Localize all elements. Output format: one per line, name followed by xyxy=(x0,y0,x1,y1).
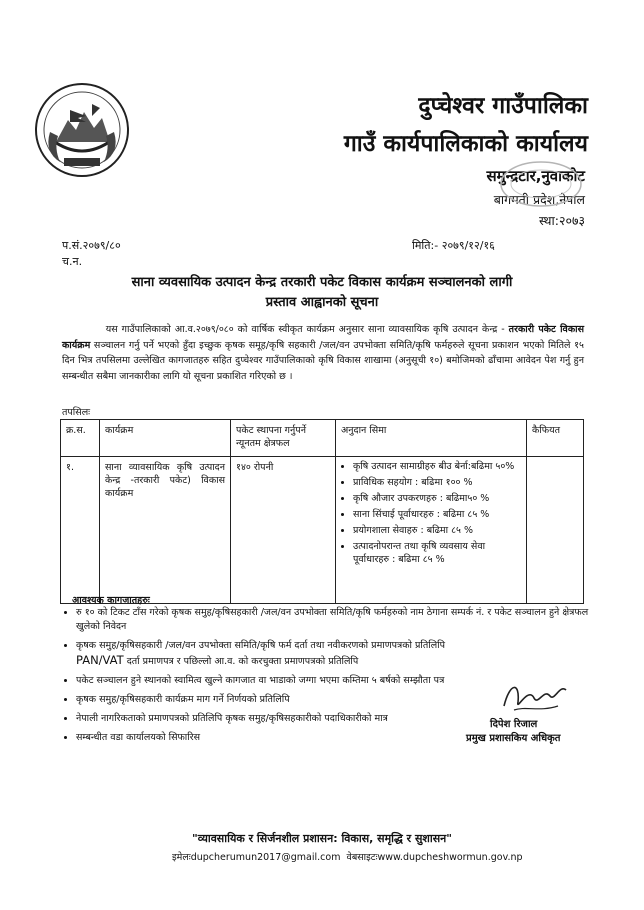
document-text: दर्ता प्रमाणपत्र र पछिल्लो आ.व. को करचुक्ता प्रमाणपत्रको प्रतिलिपि xyxy=(126,656,359,667)
letter-number: प.सं.२०७९/८० xyxy=(62,239,121,252)
signatory-name: दिपेश रिजाल xyxy=(490,719,538,730)
signature-mark xyxy=(500,676,570,718)
schedule-table xyxy=(60,419,584,604)
table-row xyxy=(61,457,584,604)
cell-remarks xyxy=(527,457,584,604)
pan-vat-label: PAN/VAT xyxy=(76,653,124,667)
grant-item: • प्राविधिक सहयोग : बढिमा १०० % xyxy=(353,476,521,489)
notice-body-start: यस गाउँपालिकाको आ.व.२०७९/०८० को वार्षिक स्वीकृत कार्यक्रम अनुसार साना व्यावसायिक कृषि उत्पादन केन्द्र - xyxy=(105,324,509,335)
cell-program: साना व्यावसायिक कृषि उत्पादन केन्द्र -तरकारी पकेट) विकास कार्यक्रम xyxy=(100,457,231,604)
notice-body xyxy=(62,322,584,384)
grant-item: • प्रयोगशाला सेवाहरु : बढिमा ८५ % xyxy=(353,524,521,537)
letter-date: मिति:- २०७९/१२/१६ xyxy=(412,239,495,252)
footer-slogan: "व्यावसायिक र सिर्जनशील प्रशासन: विकास, समृद्धि र सुशासन" xyxy=(191,832,453,845)
col-min-area: पकेट स्थापना गर्नुपर्ने न्यूनतम क्षेत्रफल xyxy=(231,420,336,457)
documents-heading: आवश्यक कागजातहरुः xyxy=(72,595,150,606)
signatory-title: प्रमुख प्रशासकिय अधिकृत xyxy=(466,733,561,744)
col-grant-limit: अनुदान सिमा xyxy=(336,420,527,457)
col-remarks: कैफियत xyxy=(527,420,584,457)
office-stamp xyxy=(498,158,584,210)
grant-item: • कृषि उत्पादन सामाग्रीहरु बीउ बेर्ना:बढिमा ५०% xyxy=(353,460,521,473)
list-item: • सम्बन्धीत वडा कार्यालयको सिफारिस xyxy=(76,731,608,745)
list-item: • रु १० को टिकट टाँस गरेको कृषक समुह/कृषिसहकारी /जल/वन उपभोक्ता समिति/कृषि फर्महरुको नाम ठेगाना सम्पर्क नं. र पकेट सञ्चालन हुने क्षेत्रफल खुलेको निवेदन xyxy=(76,606,608,634)
grant-item: • साना सिंचाई पूर्वाधारहरु : बढिमा ८५ % xyxy=(353,508,521,521)
list-item: • पकेट सञ्चालन हुने स्थानको स्वामित्व खुल्ने कागजात वा भाडाको जग्गा भएमा कम्तिमा ५ बर्षको सम्झौता पत्र xyxy=(76,674,608,688)
cell-serial: १. xyxy=(61,457,100,604)
table-header-row xyxy=(61,420,584,457)
grant-item: • कृषि औजार उपकरणहरु : बढिमा५० % xyxy=(353,492,521,505)
document-text: कृषक समुह/कृषिसहकारी /जल/वन उपभोक्ता समिति/कृषि फर्म दर्ता तथा नवीकरणको प्रमाणपत्रको प्रतिलिपि xyxy=(76,640,446,651)
list-item xyxy=(76,639,608,669)
notice-body-end: सञ्चालन गर्नु पर्ने भएको हुँदा इच्छुक कृषक समूह/कृषि सहकारी /जल/वन उपभोक्ता समिति/कृषि फर्महरुले सूचना प्रकाशन भएको मितिले १५ दिन भित्र तपसिलमा उल्लेखित कागजातहरु सहित दुप्चेश्वर गाउँपालिकाको कृषि विकास शाखामा (अनुसूची १०) बमोजिमको ढाँचामा आवेदन पेश गर्नु हुन सम्बन्धीत सबैमा जानकारीका लागि यो सूचना प्रकाशित गरिएको छ । xyxy=(62,339,584,382)
established-year: स्था:२०७३ xyxy=(538,213,585,228)
col-program: कार्यक्रम xyxy=(100,420,231,457)
cell-area: १४० रोपनी xyxy=(231,457,336,604)
dispatch-number: च.न. xyxy=(62,255,83,268)
notice-title-line1: साना व्यवसायिक उत्पादन केन्द्र तरकारी पकेट विकास कार्यक्रम सञ्चालनको लागी xyxy=(131,275,513,290)
grant-item: • उत्पादनोपरान्त तथा कृषि व्यवसाय सेवा पूर्वाधारहरु : बढिमा ८५ % xyxy=(353,540,521,566)
schedule-label: तपसिलः xyxy=(62,407,91,418)
list-item: • कृषक समुह/कृषिसहकारी कार्यक्रम माग गर्ने निर्णयको प्रतिलिपि xyxy=(76,693,608,707)
municipality-name: दुप्चेश्वर गाउँपालिका xyxy=(418,93,588,119)
office-name: गाउँ कार्यपालिकाको कार्यालय xyxy=(343,131,588,157)
province-line: बागमती प्रदेश,नेपाल xyxy=(493,192,585,207)
footer-contact xyxy=(172,850,523,863)
col-serial: क्र.स. xyxy=(61,420,100,457)
footer-email[interactable]: इमेलःdupcherumun2017@gmail.com xyxy=(172,852,341,863)
coat-of-arms-icon xyxy=(34,82,130,178)
office-address: समुन्द्रटार,नुवाकोट xyxy=(486,167,585,185)
cell-grants xyxy=(336,457,527,604)
notice-body-program: तरकारी पकेट विकास कार्यक्रम xyxy=(62,324,584,351)
footer-website[interactable]: वेबसाइटःwww.dupcheshwormun.gov.np xyxy=(346,852,523,863)
notice-title-line2: प्रस्ताव आह्वानको सूचना xyxy=(265,295,379,310)
list-item: • नेपाली नागरिकताको प्रमाणपत्रको प्रतिलिपि कृषक समुह/कृषिसहकारीको पदाधिकारीको मात्र xyxy=(76,712,608,726)
